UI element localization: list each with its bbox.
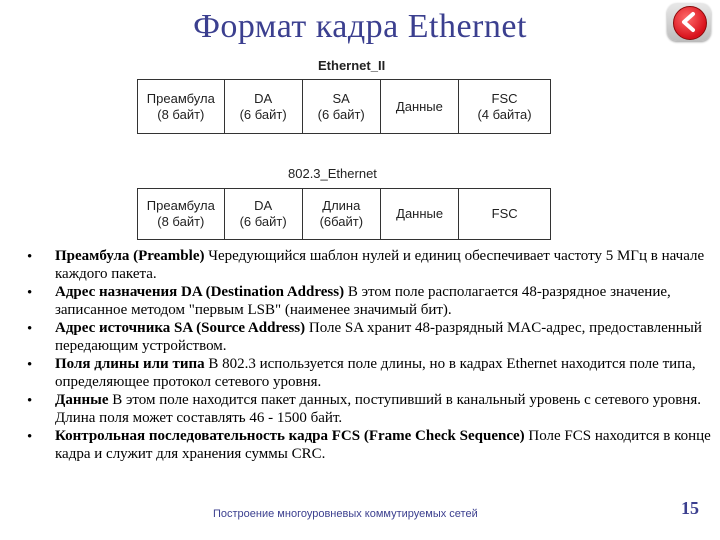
ethernet8023-caption: 802.3_Ethernet	[288, 166, 377, 181]
ethernet2-frame-table	[137, 79, 551, 134]
chevron-left-icon	[667, 3, 711, 41]
frame-field-da: DA (6 байт)	[224, 80, 302, 134]
list-item: • Преамбула (Preamble) Чередующийся шаблон нулей и единиц обеспечивает частоту 5 МГц в начале каждого пакета.	[27, 248, 705, 282]
list-item: • Поля длины или типа В 802.3 используется поле длины, но в кадрах Ethernet находится поле типа, определяющее протокол сетевого уровня.	[27, 356, 696, 390]
ethernet2-caption: Ethernet_II	[318, 58, 386, 73]
list-item: • Адрес источника SA (Source Address) Поле SA хранит 48-разрядный MAC-адрес, предоставленный передающим устройством.	[27, 320, 702, 354]
frame-field-sa: SA (6 байт)	[302, 80, 380, 134]
bullet-icon: •	[27, 393, 33, 409]
slide-title: Формат кадра Ethernet	[193, 8, 527, 45]
frame-field-fsc: FSC	[459, 189, 551, 240]
list-item: • Контрольная последовательность кадра FCS (Frame Check Sequence) Поле FCS находится в конце кадра и служит для хранения суммы CRC.	[27, 428, 711, 462]
list-item: • Данные В этом поле находится пакет данных, поступивший в канальный уровень с сетевого уровня. Длина поля может составлять 46 - 1500 байт.	[27, 392, 701, 426]
frame-field-preamble: Преамбула (8 байт)	[138, 189, 225, 240]
frame-field-da: DA (6 байт)	[224, 189, 302, 240]
list-item: • Адрес назначения DA (Destination Address) В этом поле располагается 48-разрядное значение, записанное методом "первым LSB" (наименее значимый бит).	[27, 284, 671, 318]
field-description-list	[22, 248, 712, 464]
frame-field-fsc: FSC (4 байта)	[459, 80, 551, 134]
bullet-icon: •	[27, 429, 33, 445]
ethernet8023-frame-table	[137, 188, 551, 240]
bullet-icon: •	[27, 249, 33, 265]
frame-field-data: Данные	[380, 80, 458, 134]
page-number: 15	[681, 498, 699, 518]
footer-text: Построение многоуровневых коммутируемых сетей	[213, 508, 478, 520]
bullet-icon: •	[27, 357, 33, 373]
frame-field-data: Данные	[380, 189, 458, 240]
frame-field-length: Длина (6байт)	[302, 189, 380, 240]
frame-field-preamble: Преамбула (8 байт)	[138, 80, 225, 134]
bullet-icon: •	[27, 321, 33, 337]
bullet-icon: •	[27, 285, 33, 301]
back-button[interactable]	[667, 3, 711, 41]
